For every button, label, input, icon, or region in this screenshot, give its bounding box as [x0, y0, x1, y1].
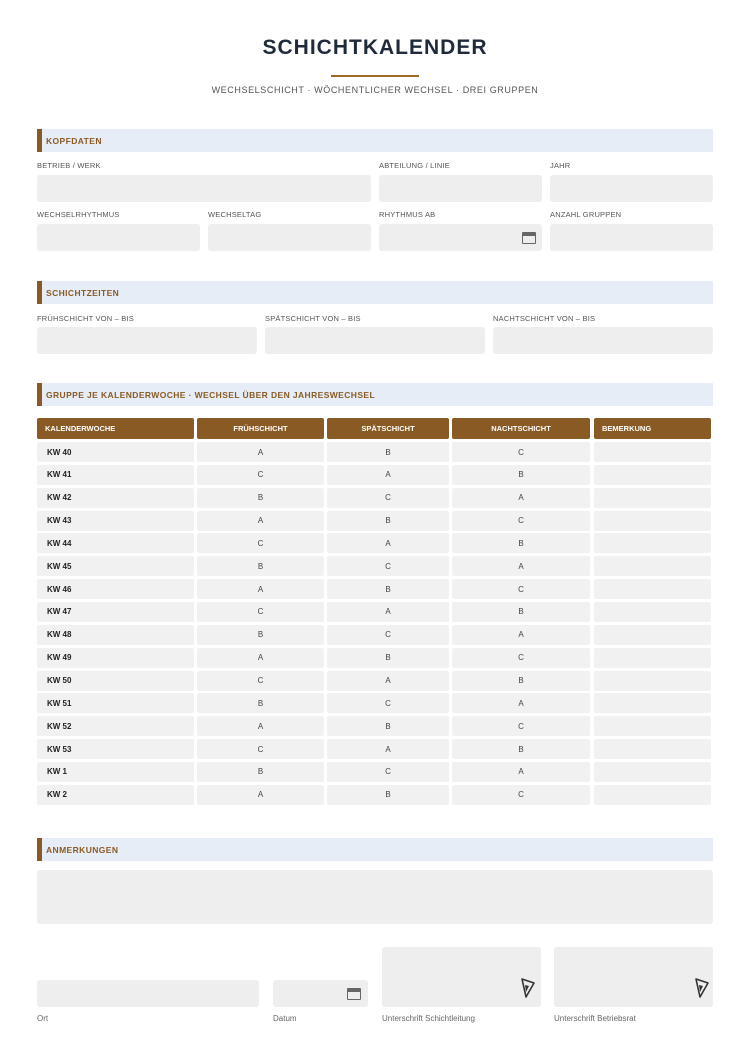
cell-bemerkung[interactable]: [594, 762, 711, 782]
rhythmus-label: WECHSELRHYTHMUS: [37, 210, 120, 219]
cell-spaetschicht: B: [327, 579, 449, 599]
cell-bemerkung[interactable]: [594, 533, 711, 553]
cell-bemerkung[interactable]: [594, 693, 711, 713]
cell-bemerkung[interactable]: [594, 602, 711, 622]
cell-kalenderwoche: KW 50: [37, 671, 194, 691]
table-row: [37, 671, 711, 691]
rhythmus-ab-label: RHYTHMUS AB: [379, 210, 436, 219]
cell-kalenderwoche: KW 48: [37, 625, 194, 645]
section-kopfdaten: [37, 129, 713, 152]
cell-fruehschicht: C: [197, 739, 324, 759]
cell-nachtschicht: C: [452, 785, 590, 805]
page-subtitle: WECHSELSCHICHT · WÖCHENTLICHER WECHSEL · DREI GRUPPEN: [211, 85, 539, 95]
cell-fruehschicht: C: [197, 602, 324, 622]
table-row: [37, 465, 711, 485]
abteilung-field[interactable]: [379, 175, 542, 202]
anmerkungen-field[interactable]: [37, 870, 713, 924]
table-row: [37, 693, 711, 713]
cell-bemerkung[interactable]: [594, 556, 711, 576]
table-row: [37, 556, 711, 576]
cell-fruehschicht: A: [197, 579, 324, 599]
cell-spaetschicht: C: [327, 693, 449, 713]
cell-fruehschicht: A: [197, 442, 324, 462]
section-heading: SCHICHTZEITEN: [46, 288, 120, 298]
cell-fruehschicht: A: [197, 785, 324, 805]
cell-fruehschicht: B: [197, 556, 324, 576]
section-schichtzeiten: [37, 281, 713, 304]
cell-nachtschicht: C: [452, 648, 590, 668]
section-heading: GRUPPE JE KALENDERWOCHE · WECHSEL ÜBER DEN JAHRESWECHSEL: [46, 390, 376, 400]
cell-kalenderwoche: KW 53: [37, 739, 194, 759]
cell-nachtschicht: B: [452, 602, 590, 622]
wechseltag-label: WECHSELTAG: [208, 210, 262, 219]
cell-fruehschicht: B: [197, 488, 324, 508]
cell-spaetschicht: A: [327, 602, 449, 622]
spaet-label: SPÄTSCHICHT VON – BIS: [265, 314, 361, 323]
table-row: [37, 648, 711, 668]
cell-nachtschicht: A: [452, 488, 590, 508]
cell-bemerkung[interactable]: [594, 488, 711, 508]
nacht-field[interactable]: [493, 327, 713, 354]
calendar-icon[interactable]: [347, 988, 361, 1000]
table-row: [37, 625, 711, 645]
column-header-spaetschicht: SPÄTSCHICHT: [327, 418, 449, 439]
cell-bemerkung[interactable]: [594, 442, 711, 462]
cell-kalenderwoche: KW 51: [37, 693, 194, 713]
table-row: [37, 762, 711, 782]
cell-fruehschicht: A: [197, 648, 324, 668]
table-row: [37, 511, 711, 531]
cell-nachtschicht: C: [452, 716, 590, 736]
cell-bemerkung[interactable]: [594, 739, 711, 759]
cell-nachtschicht: C: [452, 442, 590, 462]
cell-nachtschicht: A: [452, 556, 590, 576]
jahr-field[interactable]: [550, 175, 713, 202]
betrieb-field[interactable]: [37, 175, 371, 202]
abteilung-label: ABTEILUNG / LINIE: [379, 161, 450, 170]
column-header-kalenderwoche: KALENDERWOCHE: [37, 418, 194, 439]
cell-fruehschicht: B: [197, 625, 324, 645]
cell-spaetschicht: B: [327, 442, 449, 462]
cell-bemerkung[interactable]: [594, 716, 711, 736]
cell-fruehschicht: C: [197, 533, 324, 553]
cell-spaetschicht: C: [327, 762, 449, 782]
cell-kalenderwoche: KW 1: [37, 762, 194, 782]
frueh-label: FRÜHSCHICHT VON – BIS: [37, 314, 134, 323]
cell-fruehschicht: A: [197, 511, 324, 531]
cell-spaetschicht: C: [327, 556, 449, 576]
cell-bemerkung[interactable]: [594, 579, 711, 599]
betrieb-label: BETRIEB / WERK: [37, 161, 101, 170]
pen-icon: [520, 977, 536, 999]
pen-icon: [694, 977, 710, 999]
table-row: [37, 488, 711, 508]
cell-kalenderwoche: KW 45: [37, 556, 194, 576]
cell-fruehschicht: B: [197, 762, 324, 782]
title-divider: [331, 75, 419, 77]
cell-spaetschicht: B: [327, 785, 449, 805]
cell-spaetschicht: B: [327, 648, 449, 668]
cell-kalenderwoche: KW 41: [37, 465, 194, 485]
spaet-field[interactable]: [265, 327, 485, 354]
cell-fruehschicht: C: [197, 465, 324, 485]
cell-spaetschicht: A: [327, 533, 449, 553]
section-gruppen: [37, 383, 713, 406]
table-row: [37, 739, 711, 759]
ort-label: Ort: [37, 1014, 49, 1023]
section-heading: ANMERKUNGEN: [46, 845, 119, 855]
datum-field[interactable]: [273, 980, 368, 1007]
rhythmus-ab-field[interactable]: [379, 224, 542, 251]
cell-bemerkung[interactable]: [594, 785, 711, 805]
column-header-bemerkung: BEMERKUNG: [594, 418, 711, 439]
column-header-fruehschicht: FRÜHSCHICHT: [197, 418, 324, 439]
cell-spaetschicht: B: [327, 716, 449, 736]
cell-spaetschicht: B: [327, 511, 449, 531]
page-title: SCHICHTKALENDER: [262, 36, 488, 59]
table-row: [37, 785, 711, 805]
column-header-nachtschicht: NACHTSCHICHT: [452, 418, 590, 439]
cell-spaetschicht: C: [327, 488, 449, 508]
gruppen-label: ANZAHL GRUPPEN: [550, 210, 622, 219]
gruppen-field[interactable]: [550, 224, 713, 251]
cell-kalenderwoche: KW 46: [37, 579, 194, 599]
rhythmus-field[interactable]: [37, 224, 200, 251]
table-row: [37, 602, 711, 622]
cell-spaetschicht: A: [327, 465, 449, 485]
cell-kalenderwoche: KW 43: [37, 511, 194, 531]
table-row: [37, 442, 711, 462]
cell-spaetschicht: A: [327, 671, 449, 691]
calendar-icon[interactable]: [522, 232, 536, 244]
cell-nachtschicht: C: [452, 511, 590, 531]
datum-label: Datum: [273, 1014, 297, 1023]
cell-fruehschicht: A: [197, 716, 324, 736]
cell-bemerkung[interactable]: [594, 671, 711, 691]
signature-betriebsrat-label: Unterschrift Betriebsrat: [554, 1014, 636, 1023]
wechseltag-field[interactable]: [208, 224, 371, 251]
cell-nachtschicht: B: [452, 671, 590, 691]
table-row: [37, 716, 711, 736]
jahr-label: JAHR: [550, 161, 571, 170]
nacht-label: NACHTSCHICHT VON – BIS: [493, 314, 596, 323]
table-row: [37, 533, 711, 553]
cell-kalenderwoche: KW 40: [37, 442, 194, 462]
cell-bemerkung[interactable]: [594, 648, 711, 668]
section-heading: KOPFDATEN: [46, 136, 102, 146]
cell-nachtschicht: A: [452, 762, 590, 782]
cell-nachtschicht: B: [452, 533, 590, 553]
cell-kalenderwoche: KW 49: [37, 648, 194, 668]
signature-schichtleitung-label: Unterschrift Schichtleitung: [382, 1014, 475, 1023]
cell-nachtschicht: C: [452, 579, 590, 599]
cell-nachtschicht: A: [452, 625, 590, 645]
ort-field[interactable]: [37, 980, 259, 1007]
section-anmerkungen: [37, 838, 713, 861]
cell-bemerkung[interactable]: [594, 511, 711, 531]
signature-schichtleitung-field[interactable]: [382, 947, 541, 1007]
cell-fruehschicht: B: [197, 693, 324, 713]
cell-nachtschicht: B: [452, 465, 590, 485]
cell-nachtschicht: B: [452, 739, 590, 759]
cell-bemerkung[interactable]: [594, 625, 711, 645]
frueh-field[interactable]: [37, 327, 257, 354]
cell-kalenderwoche: KW 44: [37, 533, 194, 553]
cell-bemerkung[interactable]: [594, 465, 711, 485]
cell-kalenderwoche: KW 47: [37, 602, 194, 622]
cell-spaetschicht: A: [327, 739, 449, 759]
cell-fruehschicht: C: [197, 671, 324, 691]
cell-spaetschicht: C: [327, 625, 449, 645]
cell-nachtschicht: A: [452, 693, 590, 713]
cell-kalenderwoche: KW 42: [37, 488, 194, 508]
cell-kalenderwoche: KW 52: [37, 716, 194, 736]
table-row: [37, 579, 711, 599]
signature-betriebsrat-field[interactable]: [554, 947, 713, 1007]
cell-kalenderwoche: KW 2: [37, 785, 194, 805]
